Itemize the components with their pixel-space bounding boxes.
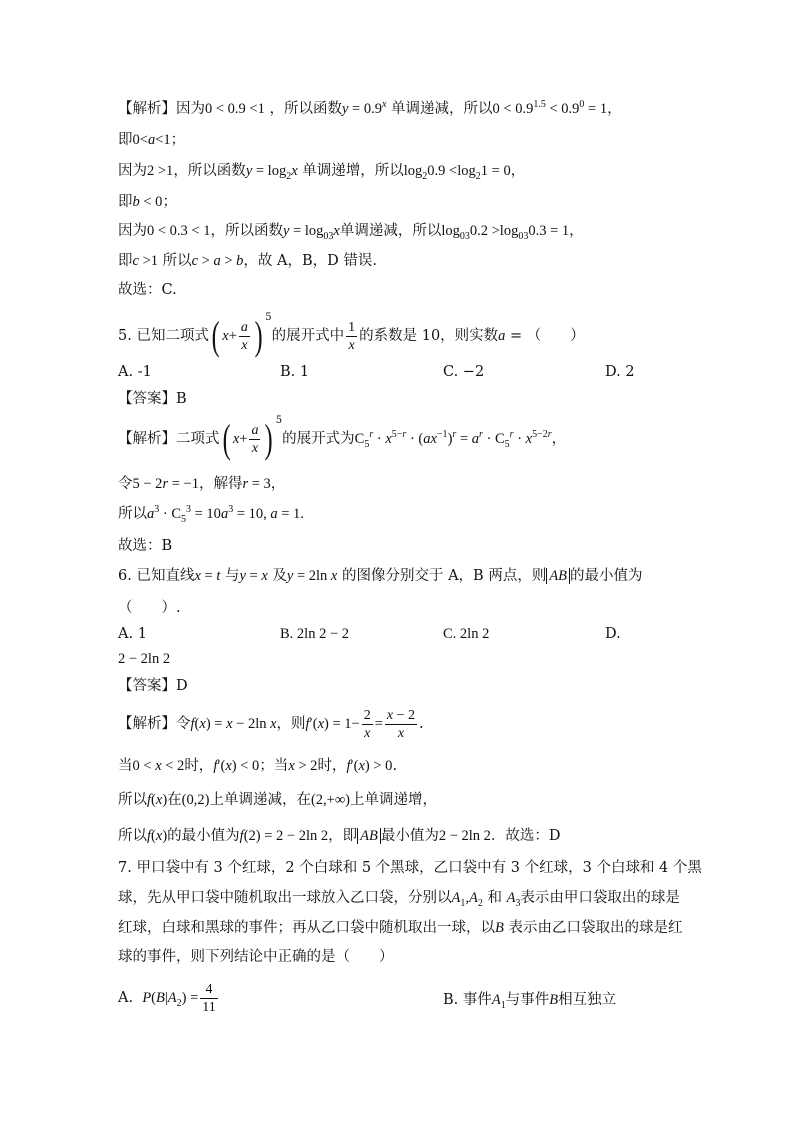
q6-option-b[interactable]: B. 2ln 2 − 2 [280, 626, 350, 642]
sol4-line3: 因为2 >1，所以函数$y = \log_2x$ 单调递增，所以$\log_20.9 <\log_21 = 0$， [118, 163, 526, 182]
q6-option-a[interactable]: A. 1 [118, 626, 147, 642]
sol4-line5: 因为0 < 0.3 < 1，所以函数$y = \log_{03}x$单调递减，所以$\log_{03}0.2 >\log_{03}0.3 = 1$， [118, 223, 584, 242]
q6-option-c[interactable]: C. 2ln 2 [443, 626, 490, 642]
q7-line2: 球，先从甲口袋中随机取出一球放入乙口袋，分别以$A_1,A_2$ 和 $A_3$表示由甲口袋取出的球是 [118, 890, 680, 909]
sol4-line1: 【解析】因为0 < 0.9 <1 ，所以函数$y = 0.9^x$ 单调递减，所以$0 < 0.9^{1.5} < 0.9^0 = 1$， [118, 99, 622, 117]
q7-line4: 球的事件，则下列结论中正确的是（ ） [118, 949, 394, 965]
sol4-choose: 故选：C. [118, 282, 177, 298]
q5-step2: 所以$a^3 \cdot C_5^3 = 10a^3 = 10$, a = 1. [118, 504, 304, 525]
q6-step4: 所以f(x)的最小值为f(2) = 2 − 2ln 2，即 AB 最小值为2 − 2ln 2．故选：D [118, 828, 561, 844]
sol4-line4: 即b < 0； [118, 194, 177, 210]
q5-solution: 【解析】二项式( x+ $\frac{a}{x}$ ) $^5$的展开式为$C_5^r \cdot x^{5-r} \cdot (ax^{-1})^r = a^r \cdot C_5^r \cdot x^{5-2r}$， [118, 415, 567, 461]
q7-line1: 7. 甲口袋中有 3 个红球，2 个白球和 5 个黑球，乙口袋中有 3 个红球，3 个白球和 4 个黑 [118, 860, 702, 876]
q7-option-a[interactable]: A. $P(B|A_2)$ = $\frac{4}{11}$ [118, 981, 216, 1015]
sol4-line6: 即c >1 所以c > a > b，故 A，B，D 错误. [118, 253, 378, 269]
q5-step1: 令5 − 2r = −1，解得r = 3， [118, 476, 286, 492]
q6-step2: 当0 < x < 2时，f′(x) < 0；当x > 2时，f′(x) > 0. [118, 758, 398, 774]
q6-option-d[interactable]: D. [605, 626, 621, 642]
q5-stem: 5. 已知二项式( x+ $\frac{a}{x}$ ) $^5$的展开式中 $\frac{1}{x}$ 的系数是 10，则实数a = （ ） [118, 312, 585, 358]
q6-step3: 所以f(x)在(0,2)上单调递减，在(2,+∞)上单调递增， [118, 792, 437, 808]
q6-solution: 【解析】令f(x) = x − 2ln x，则f′(x) = 1− $\frac{2}{x}$ = $\frac{x - 2}{x}$ . [118, 707, 424, 741]
q6-stem-cont: （ ）. [118, 600, 181, 616]
q5-choose: 故选：B [118, 538, 173, 554]
q6-answer: 【答案】D [118, 678, 188, 694]
q6-stem: 6. 已知直线x = t 与y = x 及y = 2ln x 的图像分别交于 A，B 两点，则 AB 的最小值为 [118, 568, 643, 584]
sol4-line2: 即0<a<1； [118, 132, 186, 148]
q5-option-a[interactable]: A. -1 [118, 364, 152, 380]
q7-line3: 红球，白球和黑球的事件；再从乙口袋中随机取出一球，以B 表示由乙口袋取出的球是红 [118, 920, 683, 936]
analysis-label: 【解析】因为 [118, 101, 205, 117]
q5-option-d[interactable]: D. 2 [605, 364, 635, 380]
q6-option-d-value: 2 − 2ln 2 [118, 651, 171, 667]
q5-option-b[interactable]: B. 1 [280, 364, 310, 380]
q5-option-c[interactable]: C. −2 [443, 364, 485, 380]
q7-option-b[interactable]: B. 事件$A_1$与事件B相互独立 [443, 992, 617, 1011]
q5-answer: 【答案】B [118, 391, 187, 407]
